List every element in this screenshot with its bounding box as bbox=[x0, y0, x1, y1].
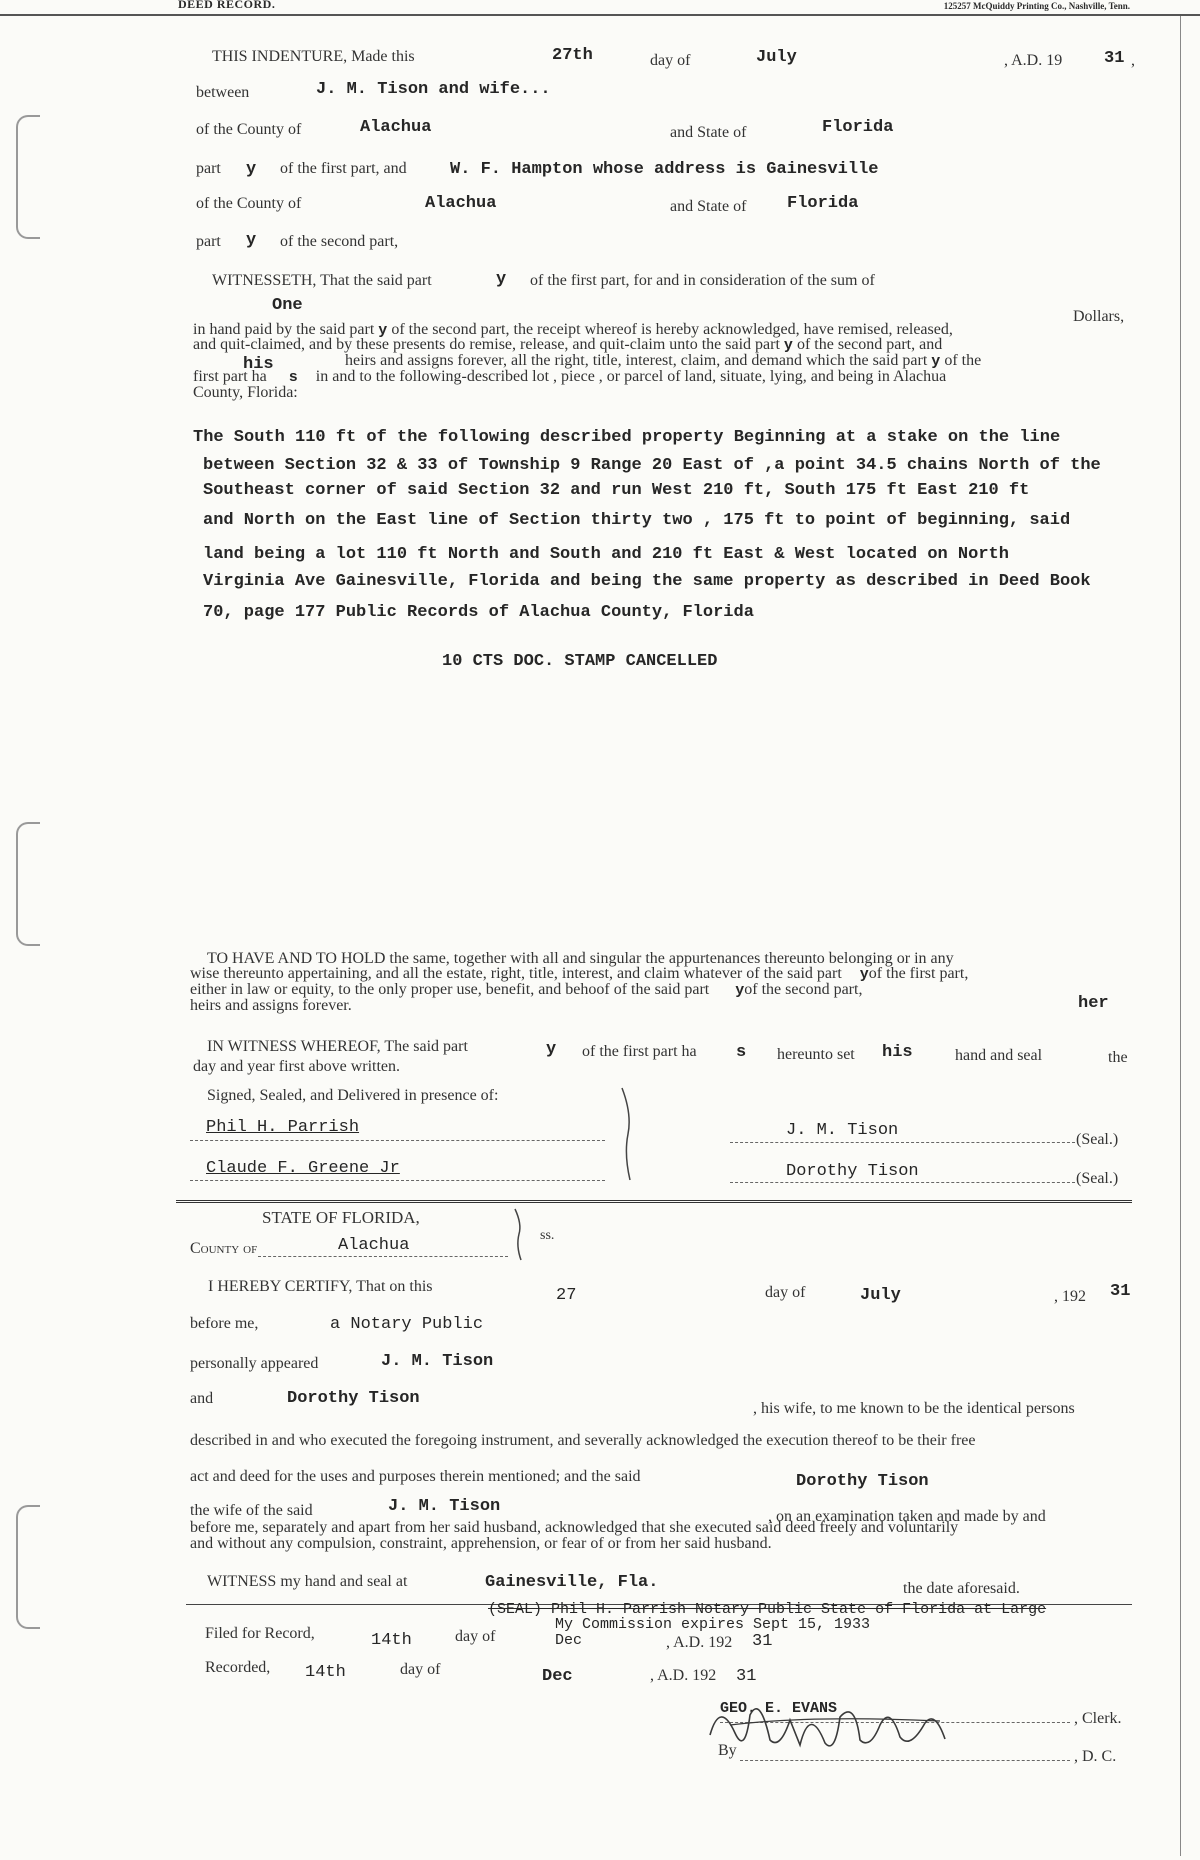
seal-label-2: (Seal.) bbox=[1076, 1170, 1119, 1187]
ack-day-of: day of bbox=[765, 1284, 806, 1301]
recorded-day: 14th bbox=[305, 1663, 346, 1682]
line3-suffix: y bbox=[931, 353, 941, 370]
clerk-name: GEO. E. EVANS bbox=[720, 1700, 838, 1717]
ack-without: and without any compulsion, constraint, apprehension, or fear of or from her said husband. bbox=[190, 1535, 772, 1552]
notary-commission: My Commission expires Sept 15, 1933 bbox=[555, 1616, 871, 1633]
filed-year: 31 bbox=[752, 1632, 773, 1651]
witness-clause-mid: of the first part ha bbox=[582, 1043, 697, 1060]
ack-person-2: Dorothy Tison bbox=[287, 1389, 420, 1408]
line1-b: of the second part, the receipt whereof is hereby acknowledged, have remised, released, bbox=[391, 321, 953, 338]
description-line-3: Southeast corner of said Section 32 and run West 210 ft, South 175 ft East 210 ft bbox=[203, 481, 1030, 500]
description-line-7: 70, page 177 Public Records of Alachua County, Florida bbox=[203, 603, 754, 622]
ack-husband: J. M. Tison bbox=[388, 1497, 501, 1516]
filed-day: 14th bbox=[371, 1631, 412, 1650]
ack-wife-name: Dorothy Tison bbox=[796, 1472, 929, 1491]
part-label-1: part bbox=[196, 160, 221, 177]
ack-year: 31 bbox=[1110, 1282, 1131, 1301]
ack-act: act and deed for the uses and purposes therein mentioned; and the said bbox=[190, 1468, 641, 1485]
notary-seal-text: (SEAL) Phil H. Parrish Notary Public State of Florida at Large bbox=[488, 1601, 1047, 1618]
clerk-label: , Clerk. bbox=[1074, 1710, 1122, 1727]
deputy-clerk-signature bbox=[690, 1695, 990, 1760]
recorded-label: Recorded, bbox=[205, 1659, 271, 1676]
day-of-label: day of bbox=[650, 52, 691, 69]
description-line-6: Virginia Ave Gainesville, Florida and being the same property as described in Deed Book bbox=[203, 572, 1091, 591]
line4-d: , or parcel bbox=[598, 368, 664, 385]
ack-state: STATE OF FLORIDA, bbox=[262, 1208, 420, 1227]
grantee-line: W. F. Hampton whose address is Gainesville bbox=[450, 160, 879, 179]
indenture-year: 31 bbox=[1104, 49, 1125, 68]
ack-described: described in and who executed the foregoing instrument, and severally acknowledged the execution thereof to be their free bbox=[190, 1432, 976, 1449]
habendum-line-1: TO HAVE AND TO HOLD the same, together with all and singular the appurtenances thereunto belonging or in any bbox=[207, 950, 954, 967]
ack-his-wife: , his wife, to me known to be the identical persons bbox=[753, 1400, 1075, 1417]
ack-ss: ss. bbox=[540, 1228, 555, 1243]
recorded-day-of: day of bbox=[400, 1661, 441, 1678]
ack-place: Gainesville, Fla. bbox=[485, 1573, 659, 1592]
ack-date-aforesaid: the date aforesaid. bbox=[903, 1580, 1020, 1597]
ack-county-label: County of bbox=[190, 1240, 258, 1257]
ack-witness-at: WITNESS my hand and seal at bbox=[207, 1573, 408, 1590]
line4-c: , piece bbox=[553, 368, 595, 385]
between-label: between bbox=[196, 84, 250, 101]
witnesseth-line-3 bbox=[345, 353, 981, 369]
binder-hole-bottom bbox=[16, 1505, 40, 1629]
filed-day-of: day of bbox=[455, 1628, 496, 1645]
line4-b: in and to the following-described lot bbox=[315, 368, 550, 385]
ack-month: July bbox=[860, 1286, 901, 1305]
ack-examination: , on an examination taken and made by and bbox=[768, 1508, 1046, 1525]
ack-brace bbox=[512, 1206, 528, 1262]
witness-2-signature: Claude F. Greene Jr bbox=[206, 1159, 400, 1178]
filed-label: Filed for Record, bbox=[205, 1625, 315, 1642]
line1-a: in hand paid by the said part bbox=[193, 321, 375, 338]
first-part-and: of the first part, and bbox=[280, 160, 407, 177]
filed-ad: , A.D. 192 bbox=[666, 1634, 733, 1651]
description-line-1: The South 110 ft of the following described property Beginning at a stake on the line bbox=[193, 428, 1061, 447]
witness-clause-his: his bbox=[882, 1043, 913, 1062]
ad-label: , A.D. 19 bbox=[1004, 52, 1063, 69]
witness-clause-line2: day and year first above written. bbox=[193, 1058, 401, 1075]
habendum-line-3 bbox=[190, 982, 862, 998]
recorded-year: 31 bbox=[736, 1667, 757, 1686]
ack-certify: I HEREBY CERTIFY, That on this bbox=[208, 1278, 433, 1295]
line4-e: of land, situate, lying, and being in Alachua bbox=[667, 368, 947, 385]
witness-2-line bbox=[190, 1180, 605, 1181]
part-label-2: part bbox=[196, 233, 221, 250]
county-2: Alachua bbox=[425, 194, 497, 213]
section-divider bbox=[176, 1200, 1132, 1205]
witness-clause-set: hereunto set bbox=[777, 1046, 855, 1063]
witness-1-line bbox=[190, 1140, 605, 1141]
state-label-1: and State of bbox=[670, 124, 747, 141]
witness-clause-lead: IN WITNESS WHEREOF, The said part bbox=[207, 1038, 468, 1055]
hab-line2-a: wise thereunto appertaining, and all the estate, right, title, interest, and claim whatever of the said part bbox=[190, 965, 842, 982]
description-line-2: between Section 32 & 33 of Township 9 Range 20 East of ,a point 34.5 chains North of the bbox=[203, 456, 1101, 475]
dollars-label: Dollars, bbox=[1073, 308, 1125, 325]
hab-line3-b: of the second part, bbox=[744, 981, 863, 998]
state-2: Florida bbox=[787, 194, 859, 213]
binder-hole-top bbox=[16, 115, 40, 239]
witnesseth-part-suffix: y bbox=[496, 270, 507, 289]
witness-brace bbox=[618, 1084, 638, 1184]
header-title: DEED RECORD. bbox=[178, 0, 276, 11]
witness-clause-suffix: y bbox=[546, 1040, 557, 1059]
binder-hole-middle bbox=[16, 822, 40, 946]
ack-appeared: personally appeared bbox=[190, 1355, 319, 1372]
hab-line3-a: either in law or equity, to the only proper use, benefit, and behoof of the said part bbox=[190, 981, 710, 998]
habendum-line-4: heirs and assigns forever. bbox=[190, 997, 352, 1014]
description-line-5: land being a lot 110 ft North and South and 210 ft East & West located on North bbox=[203, 545, 1009, 564]
page-header bbox=[0, 0, 1200, 16]
indenture-day: 27th bbox=[552, 46, 593, 65]
line4-s: s bbox=[288, 369, 298, 386]
line3-b: heirs and assigns forever, all the right, title, interest, claim, and demand which the said part bbox=[345, 352, 928, 369]
signer-2-line bbox=[730, 1182, 1075, 1183]
line1-suffix: y bbox=[378, 322, 388, 339]
witnesseth-line-4 bbox=[193, 369, 946, 385]
printer-imprint: 125257 McQuiddy Printing Co., Nashville, Tenn. bbox=[943, 1, 1130, 11]
line2-suffix: y bbox=[783, 337, 793, 354]
dc-label: , D. C. bbox=[1074, 1748, 1117, 1765]
ack-year-prefix: , 192 bbox=[1054, 1288, 1086, 1305]
indenture-month: July bbox=[756, 48, 797, 67]
county-label-1: of the County of bbox=[196, 121, 302, 138]
recorded-month: Dec bbox=[542, 1667, 573, 1686]
signer-1-line bbox=[730, 1142, 1075, 1143]
ack-person-1: J. M. Tison bbox=[381, 1352, 494, 1371]
witnesseth-lead: WITNESSETH, That the said part bbox=[212, 272, 432, 289]
ack-county-line bbox=[258, 1256, 508, 1257]
ack-wife-of: the wife of the said bbox=[190, 1502, 313, 1519]
grantor-name: J. M. Tison and wife... bbox=[316, 80, 551, 99]
indenture-lead: THIS INDENTURE, Made this bbox=[212, 48, 415, 65]
page-edge bbox=[1180, 16, 1181, 1856]
ack-before-me: before me, bbox=[190, 1315, 259, 1332]
witness-clause-the: the bbox=[1108, 1049, 1128, 1066]
signer-1-signature: J. M. Tison bbox=[786, 1121, 899, 1140]
signer-2-signature: Dorothy Tison bbox=[786, 1162, 919, 1181]
habendum-her: her bbox=[1078, 994, 1109, 1013]
seal-label-1: (Seal.) bbox=[1076, 1131, 1119, 1148]
witness-clause-ha: s bbox=[736, 1043, 747, 1062]
ack-before: before me, separately and apart from her said husband, acknowledged that she executed said deed freely and voluntarily bbox=[190, 1519, 959, 1536]
county-1: Alachua bbox=[360, 118, 432, 137]
ack-officer: a Notary Public bbox=[330, 1315, 484, 1334]
hab-line3-suffix: y bbox=[735, 982, 745, 999]
consideration-amount: One bbox=[272, 296, 303, 315]
ack-and: and bbox=[190, 1390, 214, 1407]
state-1: Florida bbox=[822, 118, 894, 137]
signed-in-presence: Signed, Sealed, and Delivered in presence of: bbox=[207, 1087, 499, 1104]
filed-month: Dec bbox=[555, 1632, 583, 1649]
dc-line bbox=[740, 1760, 1070, 1761]
witnesseth-line-5: County, Florida: bbox=[193, 384, 298, 401]
line4-a: first part ha bbox=[193, 368, 267, 385]
part-suffix-2: y bbox=[246, 231, 257, 250]
part-suffix-1: y bbox=[246, 160, 257, 179]
ack-county: Alachua bbox=[338, 1236, 410, 1255]
indenture-comma: , bbox=[1131, 52, 1135, 69]
witnesseth-line-2 bbox=[193, 337, 942, 353]
hab-line2-suffix: y bbox=[859, 966, 869, 983]
witnesseth-rest: of the first part, for and in consideration of the sum of bbox=[530, 272, 875, 289]
state-label-2: and State of bbox=[670, 198, 747, 215]
description-line-4: and North on the East line of Section thirty two , 175 ft to point of beginning, said bbox=[203, 511, 1071, 530]
second-part-label: of the second part, bbox=[280, 233, 399, 250]
line2-b: of the second part, and bbox=[796, 336, 943, 353]
doc-stamp-note: 10 CTS DOC. STAMP CANCELLED bbox=[442, 652, 718, 671]
habendum-line-2 bbox=[190, 966, 968, 982]
line3-c: of the bbox=[944, 352, 982, 369]
county-label-2: of the County of bbox=[196, 195, 302, 212]
line2-a: and quit-claimed, and by these presents do remise, release, and quit-claim unto the said part bbox=[193, 336, 780, 353]
witness-1-signature: Phil H. Parrish bbox=[206, 1118, 360, 1137]
his-heirs: his bbox=[243, 355, 274, 374]
ack-day: 27 bbox=[556, 1286, 577, 1305]
by-label: By bbox=[718, 1742, 737, 1759]
recorded-ad: , A.D. 192 bbox=[650, 1667, 717, 1684]
witness-clause-hand: hand and seal bbox=[955, 1047, 1043, 1064]
hab-line2-b: of the first part, bbox=[868, 965, 969, 982]
